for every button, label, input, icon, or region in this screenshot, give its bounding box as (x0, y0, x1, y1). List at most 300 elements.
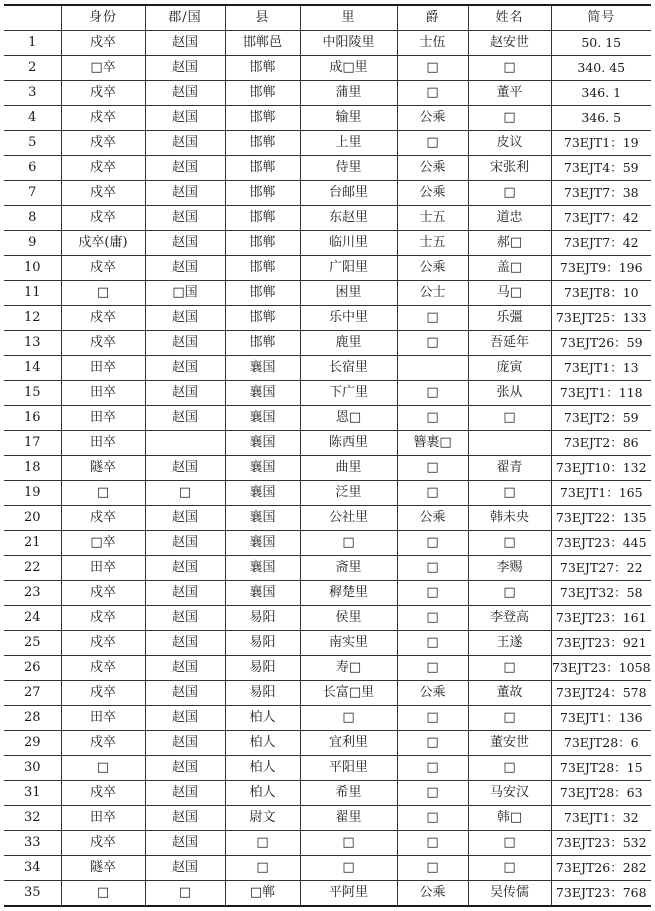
identity-cell: 戍卒(庸) (61, 231, 145, 256)
table-row (4, 506, 651, 531)
name-cell: 王遂 (468, 631, 551, 656)
slip-number-cell: 73EJT1：165 (551, 481, 651, 506)
header-index (4, 5, 61, 31)
slip-number-cell: 73EJT23：445 (551, 531, 651, 556)
rank-cell: 公乘 (397, 156, 468, 181)
table-row (4, 531, 651, 556)
table-row (4, 581, 651, 606)
village-cell: 寿□ (300, 656, 397, 681)
county-cell: 易阳 (225, 681, 300, 706)
commandery-cell: 赵国 (145, 231, 225, 256)
slip-number-cell: 73EJT8：10 (551, 281, 651, 306)
slip-number-cell: 73EJT10：132 (551, 456, 651, 481)
row-index: 35 (4, 881, 61, 907)
row-index: 10 (4, 256, 61, 281)
row-index: 15 (4, 381, 61, 406)
row-index: 13 (4, 331, 61, 356)
commandery-cell: 赵国 (145, 106, 225, 131)
row-index: 4 (4, 106, 61, 131)
row-index: 8 (4, 206, 61, 231)
county-cell: 襄国 (225, 506, 300, 531)
identity-cell: 戍卒 (61, 506, 145, 531)
row-index: 3 (4, 81, 61, 106)
table-row (4, 631, 651, 656)
village-cell: 乐中里 (300, 306, 397, 331)
slip-number-cell: 73EJT23：161 (551, 606, 651, 631)
commandery-cell: 赵国 (145, 56, 225, 81)
name-cell: 翟青 (468, 456, 551, 481)
commandery-cell: 赵国 (145, 706, 225, 731)
rank-cell: □ (397, 131, 468, 156)
name-cell: 乐彊 (468, 306, 551, 331)
commandery-cell: 赵国 (145, 181, 225, 206)
county-cell: 襄国 (225, 356, 300, 381)
rank-cell: 簪裹□ (397, 431, 468, 456)
slip-number-cell: 73EJT26：282 (551, 856, 651, 881)
identity-cell: 戍卒 (61, 581, 145, 606)
identity-cell: 隧卒 (61, 456, 145, 481)
county-cell: 襄国 (225, 381, 300, 406)
identity-cell: 戍卒 (61, 781, 145, 806)
village-cell: □ (300, 856, 397, 881)
identity-cell: □卒 (61, 531, 145, 556)
identity-cell: 戍卒 (61, 156, 145, 181)
rank-cell: 公乘 (397, 506, 468, 531)
row-index: 21 (4, 531, 61, 556)
name-cell: □ (468, 656, 551, 681)
row-index: 9 (4, 231, 61, 256)
rank-cell: □ (397, 731, 468, 756)
table-row (4, 31, 651, 56)
commandery-cell: 赵国 (145, 131, 225, 156)
identity-cell: 戍卒 (61, 81, 145, 106)
county-cell: □郸 (225, 881, 300, 907)
row-index: 16 (4, 406, 61, 431)
rank-cell: 公乘 (397, 681, 468, 706)
header-slip-number: 简号 (551, 5, 651, 31)
row-index: 29 (4, 731, 61, 756)
row-index: 27 (4, 681, 61, 706)
rank-cell: □ (397, 781, 468, 806)
slip-number-cell: 340. 45 (551, 56, 651, 81)
slip-number-cell: 73EJT27：22 (551, 556, 651, 581)
rank-cell: □ (397, 606, 468, 631)
county-cell: 邯郸 (225, 231, 300, 256)
slip-number-cell: 73EJT23：1058 (551, 656, 651, 681)
identity-cell: 戍卒 (61, 106, 145, 131)
name-cell: 董平 (468, 81, 551, 106)
table-row (4, 606, 651, 631)
name-cell: 道忠 (468, 206, 551, 231)
table-row (4, 281, 651, 306)
slip-number-cell: 73EJT32：58 (551, 581, 651, 606)
county-cell: 邯郸 (225, 56, 300, 81)
table-row (4, 781, 651, 806)
name-cell: 马安汉 (468, 781, 551, 806)
commandery-cell: 赵国 (145, 681, 225, 706)
identity-cell: 戍卒 (61, 206, 145, 231)
rank-cell: □ (397, 581, 468, 606)
commandery-cell: 赵国 (145, 581, 225, 606)
row-index: 30 (4, 756, 61, 781)
identity-cell: 戍卒 (61, 181, 145, 206)
county-cell: □ (225, 856, 300, 881)
row-index: 14 (4, 356, 61, 381)
identity-cell: 戍卒 (61, 606, 145, 631)
rank-cell: 士五 (397, 206, 468, 231)
slip-number-cell: 73EJT2：86 (551, 431, 651, 456)
slip-number-cell: 73EJT4：59 (551, 156, 651, 181)
row-index: 25 (4, 631, 61, 656)
table-row (4, 756, 651, 781)
slip-number-cell: 73EJT24：578 (551, 681, 651, 706)
county-cell: 邯郸 (225, 206, 300, 231)
rank-cell: 公乘 (397, 256, 468, 281)
table-row (4, 231, 651, 256)
rank-cell (397, 356, 468, 381)
slip-number-cell: 73EJT7：38 (551, 181, 651, 206)
table-row (4, 381, 651, 406)
identity-cell: 戍卒 (61, 256, 145, 281)
identity-cell: 田卒 (61, 431, 145, 456)
rank-cell: □ (397, 631, 468, 656)
row-index: 5 (4, 131, 61, 156)
village-cell: 陈西里 (300, 431, 397, 456)
county-cell: 柏人 (225, 731, 300, 756)
identity-cell: □ (61, 281, 145, 306)
village-cell: 稺楚里 (300, 581, 397, 606)
table-row (4, 206, 651, 231)
row-index: 24 (4, 606, 61, 631)
row-index: 19 (4, 481, 61, 506)
header-village: 里 (300, 5, 397, 31)
row-index: 17 (4, 431, 61, 456)
name-cell: □ (468, 856, 551, 881)
row-index: 1 (4, 31, 61, 56)
county-cell: 柏人 (225, 706, 300, 731)
rank-cell: □ (397, 456, 468, 481)
county-cell: 易阳 (225, 656, 300, 681)
table-row (4, 831, 651, 856)
rank-cell: 公乘 (397, 181, 468, 206)
slip-number-cell: 346. 5 (551, 106, 651, 131)
identity-cell: □ (61, 756, 145, 781)
rank-cell: □ (397, 656, 468, 681)
rank-cell: □ (397, 481, 468, 506)
village-cell: 翟里 (300, 806, 397, 831)
slip-number-cell: 73EJT23：921 (551, 631, 651, 656)
name-cell: 吾延年 (468, 331, 551, 356)
slip-number-cell: 73EJT1：118 (551, 381, 651, 406)
identity-cell: 戍卒 (61, 631, 145, 656)
county-cell: 邯郸 (225, 181, 300, 206)
name-cell: 韩未央 (468, 506, 551, 531)
name-cell: 赵安世 (468, 31, 551, 56)
slip-number-cell: 73EJT1：19 (551, 131, 651, 156)
village-cell: 公社里 (300, 506, 397, 531)
county-cell: 易阳 (225, 631, 300, 656)
village-cell: 台邮里 (300, 181, 397, 206)
name-cell: 盖□ (468, 256, 551, 281)
name-cell (468, 431, 551, 456)
table-row (4, 306, 651, 331)
identity-cell: 田卒 (61, 406, 145, 431)
county-cell: 易阳 (225, 606, 300, 631)
identity-cell: 戍卒 (61, 656, 145, 681)
rank-cell: □ (397, 406, 468, 431)
slip-number-cell: 73EJT25：133 (551, 306, 651, 331)
county-cell: 襄国 (225, 581, 300, 606)
village-cell: 长宿里 (300, 356, 397, 381)
row-index: 23 (4, 581, 61, 606)
commandery-cell: 赵国 (145, 856, 225, 881)
village-cell: 输里 (300, 106, 397, 131)
slip-number-cell: 73EJT26：59 (551, 331, 651, 356)
rank-cell: □ (397, 381, 468, 406)
county-cell: 襄国 (225, 531, 300, 556)
rank-cell: 士五 (397, 231, 468, 256)
village-cell: 鹿里 (300, 331, 397, 356)
commandery-cell: 赵国 (145, 31, 225, 56)
village-cell: 斋里 (300, 556, 397, 581)
village-cell: 希里 (300, 781, 397, 806)
village-cell: 平阿里 (300, 881, 397, 907)
slip-number-cell: 346. 1 (551, 81, 651, 106)
name-cell: □ (468, 181, 551, 206)
table-row (4, 656, 651, 681)
identity-cell: □卒 (61, 56, 145, 81)
table-row (4, 856, 651, 881)
rank-cell: 公乘 (397, 106, 468, 131)
rank-cell: □ (397, 306, 468, 331)
table-row (4, 881, 651, 907)
table-row (4, 456, 651, 481)
county-cell: 邯郸 (225, 106, 300, 131)
rank-cell: □ (397, 56, 468, 81)
village-cell: 困里 (300, 281, 397, 306)
village-cell: 上里 (300, 131, 397, 156)
table-row (4, 81, 651, 106)
table-row (4, 131, 651, 156)
table-row (4, 406, 651, 431)
commandery-cell: 赵国 (145, 356, 225, 381)
name-cell: 郝□ (468, 231, 551, 256)
county-cell: □ (225, 831, 300, 856)
row-index: 26 (4, 656, 61, 681)
row-index: 12 (4, 306, 61, 331)
name-cell: □ (468, 706, 551, 731)
county-cell: 邯郸 (225, 256, 300, 281)
slip-number-cell: 73EJT1：13 (551, 356, 651, 381)
table-row (4, 56, 651, 81)
county-cell: 尉文 (225, 806, 300, 831)
header-county: 县 (225, 5, 300, 31)
name-cell: □ (468, 756, 551, 781)
identity-cell: 田卒 (61, 356, 145, 381)
table-row (4, 356, 651, 381)
slip-number-cell: 73EJT23：768 (551, 881, 651, 907)
rank-cell: 士伍 (397, 31, 468, 56)
rank-cell: □ (397, 756, 468, 781)
identity-cell: 戍卒 (61, 831, 145, 856)
commandery-cell (145, 431, 225, 456)
identity-cell: 戍卒 (61, 731, 145, 756)
commandery-cell: 赵国 (145, 81, 225, 106)
county-cell: 襄国 (225, 481, 300, 506)
slip-number-cell: 73EJT28：6 (551, 731, 651, 756)
slip-number-cell: 73EJT7：42 (551, 206, 651, 231)
village-cell: □ (300, 531, 397, 556)
table-row (4, 706, 651, 731)
commandery-cell: □国 (145, 281, 225, 306)
commandery-cell: 赵国 (145, 656, 225, 681)
commandery-cell: 赵国 (145, 831, 225, 856)
identity-cell: 戍卒 (61, 306, 145, 331)
rank-cell: □ (397, 831, 468, 856)
slip-number-cell: 50. 15 (551, 31, 651, 56)
table-row (4, 156, 651, 181)
name-cell: □ (468, 406, 551, 431)
slip-number-cell: 73EJT1：136 (551, 706, 651, 731)
commandery-cell: 赵国 (145, 456, 225, 481)
row-index: 7 (4, 181, 61, 206)
slip-number-cell: 73EJT23：532 (551, 831, 651, 856)
row-index: 31 (4, 781, 61, 806)
row-index: 28 (4, 706, 61, 731)
commandery-cell: 赵国 (145, 631, 225, 656)
commandery-cell: 赵国 (145, 781, 225, 806)
row-index: 2 (4, 56, 61, 81)
county-cell: 邯郸 (225, 306, 300, 331)
name-cell: 吴传儒 (468, 881, 551, 907)
commandery-cell: □ (145, 881, 225, 907)
header-row (4, 5, 651, 31)
commandery-cell: 赵国 (145, 731, 225, 756)
row-index: 11 (4, 281, 61, 306)
name-cell: □ (468, 831, 551, 856)
commandery-cell: 赵国 (145, 206, 225, 231)
table-row (4, 556, 651, 581)
village-cell: 侯里 (300, 606, 397, 631)
village-cell: 恩□ (300, 406, 397, 431)
commandery-cell: 赵国 (145, 506, 225, 531)
county-cell: 襄国 (225, 556, 300, 581)
table-row (4, 481, 651, 506)
slip-number-cell: 73EJT28：15 (551, 756, 651, 781)
commandery-cell: 赵国 (145, 156, 225, 181)
rank-cell: □ (397, 856, 468, 881)
village-cell: 曲里 (300, 456, 397, 481)
name-cell: 庞寅 (468, 356, 551, 381)
identity-cell: □ (61, 481, 145, 506)
rank-cell: □ (397, 806, 468, 831)
village-cell: 泛里 (300, 481, 397, 506)
name-cell: □ (468, 106, 551, 131)
table-row (4, 731, 651, 756)
name-cell: 李登高 (468, 606, 551, 631)
county-cell: 邯郸 (225, 81, 300, 106)
table-row (4, 106, 651, 131)
name-cell: 张从 (468, 381, 551, 406)
row-index: 20 (4, 506, 61, 531)
county-cell: 襄国 (225, 406, 300, 431)
commandery-cell: 赵国 (145, 806, 225, 831)
table-row (4, 681, 651, 706)
identity-cell: 田卒 (61, 556, 145, 581)
slip-number-cell: 73EJT9：196 (551, 256, 651, 281)
rank-cell: □ (397, 331, 468, 356)
name-cell: 皮议 (468, 131, 551, 156)
rank-cell: □ (397, 706, 468, 731)
village-cell: 下广里 (300, 381, 397, 406)
county-cell: 柏人 (225, 781, 300, 806)
row-index: 33 (4, 831, 61, 856)
slip-number-cell: 73EJT1：32 (551, 806, 651, 831)
slip-number-cell: 73EJT2：59 (551, 406, 651, 431)
name-cell: 董安世 (468, 731, 551, 756)
slip-number-cell: 73EJT22：135 (551, 506, 651, 531)
records-table (4, 4, 651, 907)
name-cell: □ (468, 481, 551, 506)
commandery-cell: 赵国 (145, 756, 225, 781)
identity-cell: 田卒 (61, 706, 145, 731)
rank-cell: 公士 (397, 281, 468, 306)
county-cell: 邯郸 (225, 156, 300, 181)
header-commandery: 郡/国 (145, 5, 225, 31)
rank-cell: □ (397, 531, 468, 556)
county-cell: 邯郸 (225, 131, 300, 156)
village-cell: 临川里 (300, 231, 397, 256)
row-index: 22 (4, 556, 61, 581)
village-cell: □ (300, 706, 397, 731)
header-name: 姓名 (468, 5, 551, 31)
county-cell: 襄国 (225, 431, 300, 456)
rank-cell: □ (397, 556, 468, 581)
village-cell: 长富□里 (300, 681, 397, 706)
identity-cell: 田卒 (61, 806, 145, 831)
village-cell: 南实里 (300, 631, 397, 656)
commandery-cell: 赵国 (145, 531, 225, 556)
identity-cell: 田卒 (61, 381, 145, 406)
identity-cell: 戍卒 (61, 31, 145, 56)
row-index: 18 (4, 456, 61, 481)
identity-cell: 戍卒 (61, 331, 145, 356)
name-cell: □ (468, 56, 551, 81)
name-cell: 马□ (468, 281, 551, 306)
slip-number-cell: 73EJT7：42 (551, 231, 651, 256)
county-cell: 襄国 (225, 456, 300, 481)
village-cell: 平阳里 (300, 756, 397, 781)
rank-cell: 公乘 (397, 881, 468, 907)
commandery-cell: 赵国 (145, 256, 225, 281)
village-cell: 成□里 (300, 56, 397, 81)
header-rank: 爵 (397, 5, 468, 31)
name-cell: □ (468, 531, 551, 556)
table-row (4, 806, 651, 831)
village-cell: 宜利里 (300, 731, 397, 756)
name-cell: 宋张利 (468, 156, 551, 181)
table-row (4, 431, 651, 456)
commandery-cell: □ (145, 481, 225, 506)
identity-cell: 隧卒 (61, 856, 145, 881)
row-index: 6 (4, 156, 61, 181)
commandery-cell: 赵国 (145, 381, 225, 406)
county-cell: 邯郸 (225, 281, 300, 306)
slip-number-cell: 73EJT28：63 (551, 781, 651, 806)
table-row (4, 331, 651, 356)
village-cell: 侍里 (300, 156, 397, 181)
name-cell: 董故 (468, 681, 551, 706)
